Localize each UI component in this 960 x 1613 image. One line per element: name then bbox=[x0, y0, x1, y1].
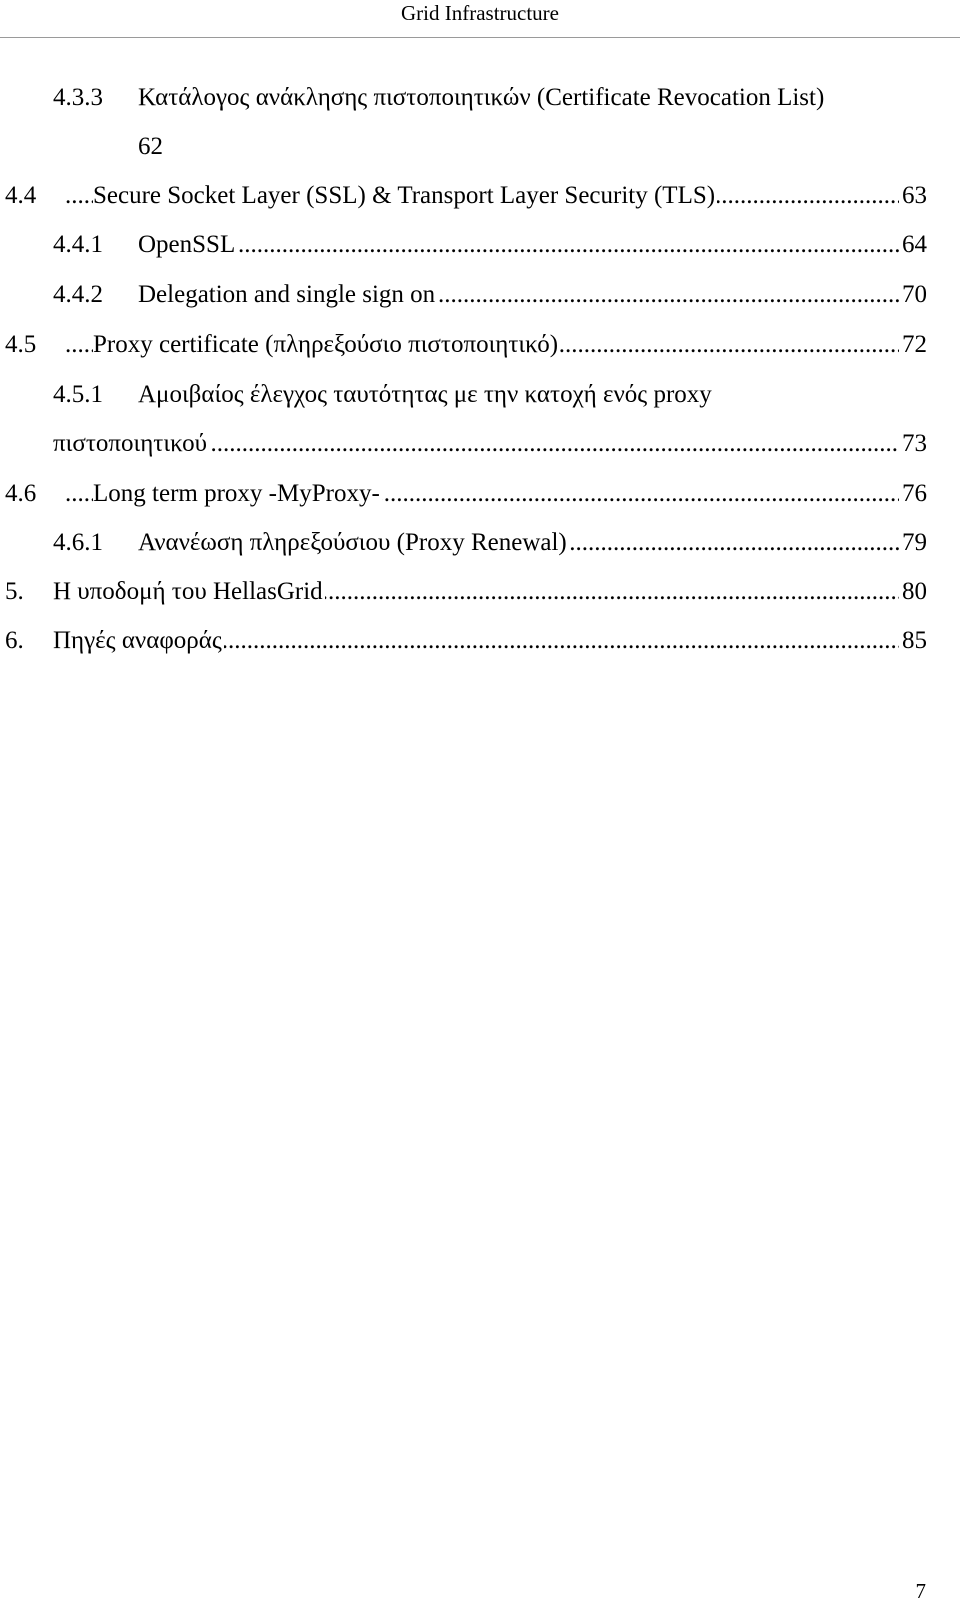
toc-entry-page: 72 bbox=[899, 325, 927, 365]
toc-entry-4-4-1[interactable] bbox=[53, 225, 927, 265]
toc-entry-number: 4.5 bbox=[5, 331, 37, 358]
running-header-title: Grid Infrastructure bbox=[400, 1, 559, 25]
toc-entry-title: Delegation and single sign on bbox=[138, 275, 437, 315]
toc-entry-title: Secure Socket Layer (SSL) & Transport Layer Security (TLS) bbox=[93, 176, 717, 216]
toc-entry-number: 4.4 bbox=[5, 182, 37, 209]
toc-entry-title: Η υποδομή του HellasGrid bbox=[53, 572, 325, 612]
toc-entry-number: 4.4.2 bbox=[53, 281, 103, 308]
toc-entry-title: Long term proxy -MyProxy- bbox=[93, 474, 382, 514]
toc-entry-4-4-2[interactable] bbox=[53, 275, 927, 315]
toc-entry-page: 73 bbox=[899, 424, 927, 464]
toc-entry-4-5-1-number: 4.5.1 bbox=[53, 381, 103, 408]
toc-entry-page: 64 bbox=[899, 225, 927, 265]
toc-entry-title: Πηγές αναφοράς bbox=[53, 621, 224, 661]
toc-entry-4-5-1-continuation[interactable] bbox=[53, 424, 927, 464]
toc-entry-page: 76 bbox=[899, 474, 927, 514]
toc-entry-4-5[interactable] bbox=[5, 325, 927, 365]
dot-leader bbox=[138, 225, 927, 265]
toc-entry-number: 4.6 bbox=[5, 480, 37, 507]
toc-entry-4-3-3-page[interactable]: 62 bbox=[138, 133, 163, 160]
toc-entry-title: Ανανέωση πληρεξούσιου (Proxy Renewal) bbox=[138, 523, 569, 563]
toc-entry-4-6[interactable] bbox=[5, 474, 927, 514]
toc-entry-5[interactable] bbox=[5, 572, 927, 612]
toc-entry-4-3-3-title[interactable]: Κατάλογος ανάκλησης πιστοποιητικών (Certificate Revocation List) bbox=[138, 84, 825, 111]
toc-entry-page: 63 bbox=[899, 176, 927, 216]
toc-entry-4-5-1-title[interactable]: Αμοιβαίος έλεγχος ταυτότητας με την κατοχή ενός proxy bbox=[138, 381, 712, 408]
toc-entry-number: 4.4.1 bbox=[53, 231, 103, 258]
toc-entry-title: πιστοποιητικού bbox=[53, 424, 209, 464]
toc-entry-4-4[interactable] bbox=[5, 176, 927, 216]
toc-entry-6[interactable] bbox=[5, 621, 927, 661]
toc-entry-page: 80 bbox=[899, 572, 927, 612]
toc-entry-title: Proxy certificate (πληρεξούσιο πιστοποιητικό) bbox=[93, 325, 560, 365]
toc-entry-number: 4.6.1 bbox=[53, 529, 103, 556]
toc-entry-page: 85 bbox=[899, 621, 927, 661]
toc-entry-number: 6. bbox=[5, 627, 24, 654]
toc-entry-4-6-1[interactable] bbox=[53, 523, 927, 563]
toc-entry-4-3-3-number: 4.3.3 bbox=[53, 84, 103, 111]
toc-entry-page: 79 bbox=[899, 523, 927, 563]
header-rule bbox=[0, 37, 960, 38]
toc-entry-title: OpenSSL bbox=[138, 225, 237, 265]
toc-entry-number: 5. bbox=[5, 578, 24, 605]
toc-entry-page: 70 bbox=[899, 275, 927, 315]
running-header bbox=[0, 0, 960, 38]
page-number: 7 bbox=[915, 1579, 926, 1603]
